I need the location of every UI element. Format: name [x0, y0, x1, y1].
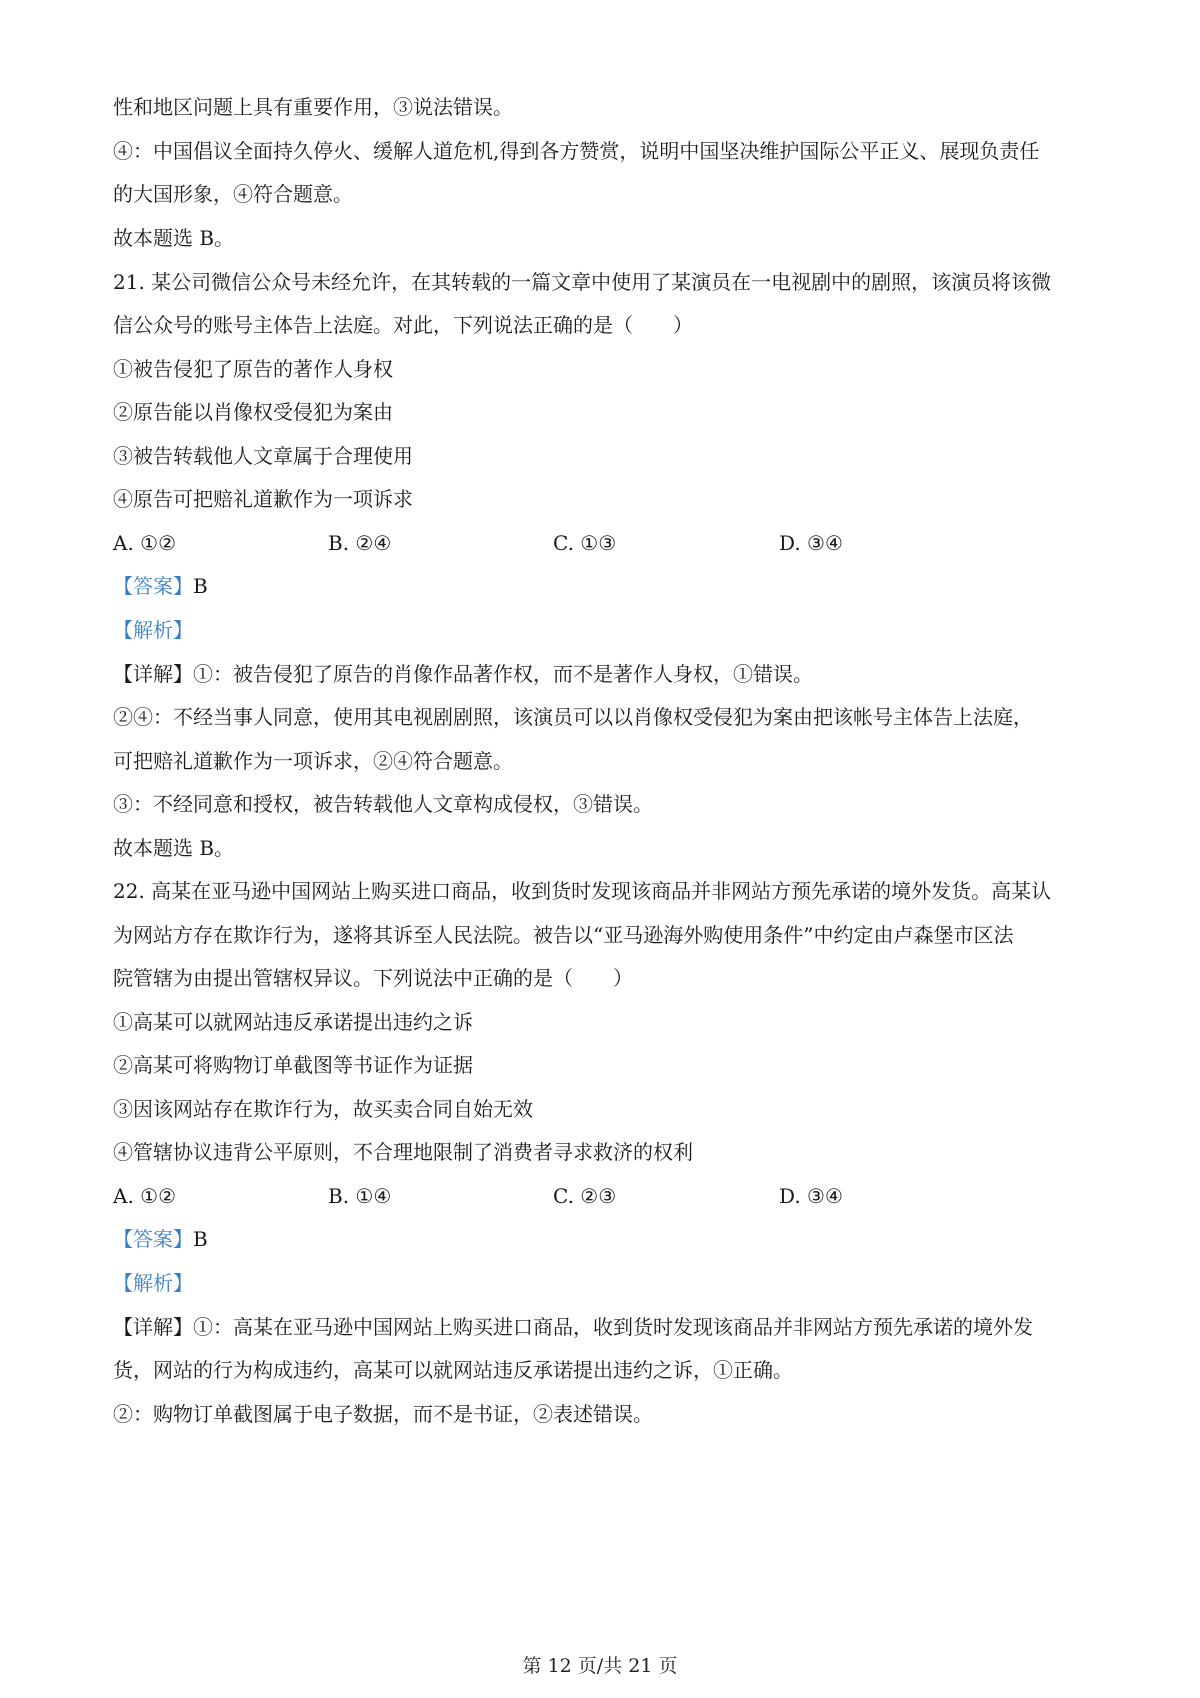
q22-statement: ④管辖协议违背公平原则，不合理地限制了消费者寻求救济的权利	[113, 1140, 693, 1164]
q22-option-d: D. ③④	[779, 1184, 843, 1208]
q22-stem-line: 22. 高某在亚马逊中国网站上购买进口商品，收到货时发现该商品并非网站方预先承诺的境外发货。高某认	[113, 879, 1052, 903]
q21-conclusion: 故本题选 B。	[113, 836, 235, 860]
q22-option-c: C. ②③	[553, 1184, 617, 1208]
q21-stem-line: 信公众号的账号主体告上法庭。对此，下列说法正确的是（ ）	[113, 313, 693, 337]
answer-tag: 【答案】	[113, 574, 193, 598]
q21-analysis-heading	[113, 616, 1103, 644]
q21-answer	[113, 572, 1103, 600]
q21-statement: ②原告能以肖像权受侵犯为案由	[113, 400, 393, 424]
q22-option-a: A. ①②	[113, 1184, 177, 1208]
detail-tag: 【详解】	[113, 662, 193, 686]
q21-detail-line: ②④：不经当事人同意，使用其电视剧剧照，该演员可以以肖像权受侵犯为案由把该帐号主体告上法庭，	[113, 705, 1033, 729]
q22-statement: ②高某可将购物订单截图等书证作为证据	[113, 1053, 473, 1077]
q21-statement: ④原告可把赔礼道歉作为一项诉求	[113, 487, 413, 511]
q21-statement: ①被告侵犯了原告的著作人身权	[113, 357, 393, 381]
prev-analysis-line: 性和地区问题上具有重要作用，③说法错误。	[113, 95, 513, 119]
q21-option-a: A. ①②	[113, 531, 177, 555]
q22-detail-line	[113, 1313, 1103, 1341]
analysis-tag: 【解析】	[113, 1271, 193, 1295]
q21-option-c: C. ①③	[553, 531, 617, 555]
q21-statement: ③被告转载他人文章属于合理使用	[113, 444, 413, 468]
detail-text: ①：高某在亚马逊中国网站上购买进口商品，收到货时发现该商品并非网站方预先承诺的境外发	[193, 1315, 1033, 1339]
answer-value: B	[193, 1227, 208, 1251]
q21-stem-line: 21. 某公司微信公众号未经允许，在其转载的一篇文章中使用了某演员在一电视剧中的剧照，该演员将该微	[113, 270, 1052, 294]
q21-detail-line	[113, 660, 1103, 688]
q22-statement: ①高某可以就网站违反承诺提出违约之诉	[113, 1010, 473, 1034]
q21-detail-line: 可把赔礼道歉作为一项诉求，②④符合题意。	[113, 749, 513, 773]
q22-stem-line: 为网站方存在欺诈行为，遂将其诉至人民法院。被告以“亚马逊海外购使用条件”中约定由卢森堡市区法	[113, 923, 1014, 947]
q22-detail-line: 货，网站的行为构成违约，高某可以就网站违反承诺提出违约之诉，①正确。	[113, 1358, 793, 1382]
answer-tag: 【答案】	[113, 1227, 193, 1251]
prev-analysis-line: ④：中国倡议全面持久停火、缓解人道危机,得到各方赞赏，说明中国坚决维护国际公平正义、展现负责任	[113, 139, 1040, 163]
q22-answer	[113, 1225, 1103, 1253]
analysis-tag: 【解析】	[113, 618, 193, 642]
prev-analysis-line: 的大国形象，④符合题意。	[113, 182, 353, 206]
q21-option-b: B. ②④	[328, 531, 392, 555]
q22-statement: ③因该网站存在欺诈行为，故买卖合同自始无效	[113, 1097, 533, 1121]
q22-option-b: B. ①④	[328, 1184, 392, 1208]
detail-tag: 【详解】	[113, 1315, 193, 1339]
q22-stem-line: 院管辖为由提出管辖权异议。下列说法中正确的是（ ）	[113, 966, 633, 990]
q21-option-d: D. ③④	[779, 531, 843, 555]
page-number: 第 12 页/共 21 页	[522, 1655, 678, 1677]
answer-value: B	[193, 574, 208, 598]
detail-text: ①：被告侵犯了原告的肖像作品著作权，而不是著作人身权，①错误。	[193, 662, 813, 686]
prev-conclusion: 故本题选 B。	[113, 226, 235, 250]
q22-analysis-heading	[113, 1269, 1103, 1297]
q22-detail-line: ②：购物订单截图属于电子数据，而不是书证，②表述错误。	[113, 1402, 653, 1426]
q21-detail-line: ③：不经同意和授权，被告转载他人文章构成侵权，③错误。	[113, 792, 653, 816]
